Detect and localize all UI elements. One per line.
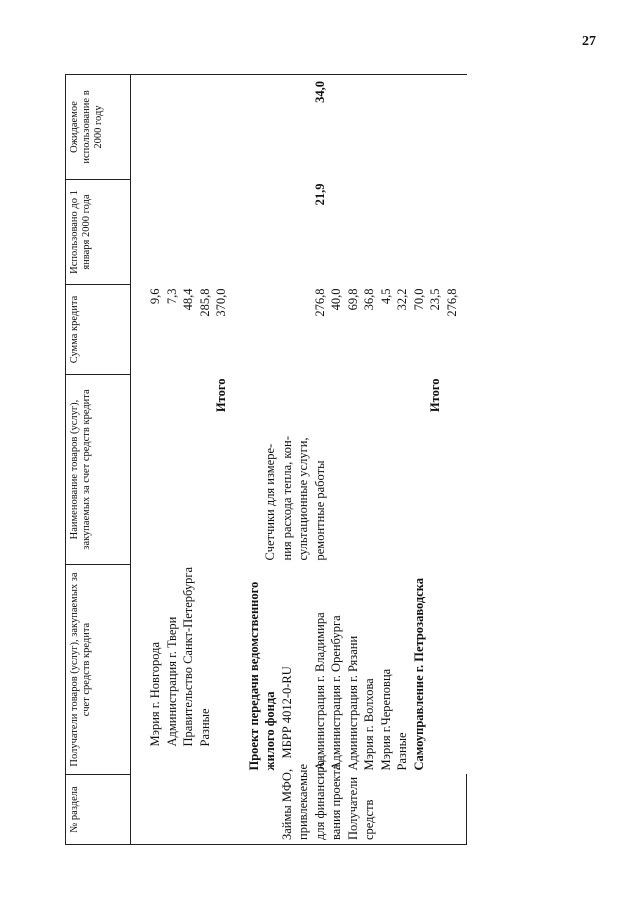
header-goods: Наименование товаров (услуг), закупаемых за счет средств кредита [66, 375, 131, 565]
amount-value: 285,8 [197, 288, 212, 317]
list-item: Мэрия г. Волхова [362, 678, 376, 771]
used-value: 21,9 [312, 183, 327, 206]
section-line: Получатели [345, 776, 360, 840]
block1-total-label: Итого [214, 378, 228, 413]
rotated-table-page [65, 75, 585, 845]
amount-value: 36,8 [362, 288, 376, 311]
project-title: жилого фонда [263, 691, 277, 771]
list-item: Администрация г. Рязани [345, 635, 360, 771]
goods-line: ния расхода тепла, кон- [279, 436, 294, 561]
page-number: 27 [582, 34, 596, 49]
amount-value: 23,5 [428, 288, 442, 311]
amount-value: 4,5 [378, 288, 393, 305]
amount-value: 48,4 [181, 288, 195, 311]
amount-value: 32,2 [395, 288, 409, 311]
list-item: Администрация г. Оренбурга [329, 615, 343, 771]
header-recipients: Получатели товаров (услуг), закупаемых за счет средств кредита [66, 565, 131, 775]
list-item: Администрация г. Владимира [312, 612, 327, 771]
section-line: Займы МФО, [279, 768, 294, 840]
block1-row [147, 75, 230, 845]
goods-line: Счетчики для измере- [263, 443, 277, 561]
amount-value: 9,6 [148, 288, 162, 305]
expected-value: 34,0 [312, 81, 327, 103]
amount-value: 70,0 [411, 288, 426, 311]
amount-value: 69,8 [345, 288, 360, 311]
list-item: Разные [197, 708, 212, 747]
project-title: Проект передачи ведомственного [246, 581, 261, 771]
block2-total-amount: 276,8 [444, 288, 459, 317]
section-line: привлекаемые [296, 764, 310, 840]
goods-line: сультационные услуги, [296, 437, 310, 561]
header-amount: Сумма кредита [66, 285, 131, 375]
credit-table [65, 74, 467, 845]
list-item: Самоуправление г. Петрозаводска [411, 577, 426, 771]
amount-value: 40,0 [329, 288, 343, 311]
block1-total-amount: 370,0 [214, 288, 228, 317]
header-section: № раздела [66, 775, 131, 845]
list-item: Правительство Санкт-Петербурга [181, 566, 195, 747]
section-line: для финансиро- [312, 755, 327, 840]
block2-project-row [246, 75, 461, 845]
amount-value: 7,3 [164, 288, 179, 305]
list-item: Разные [395, 732, 409, 771]
list-item: Мэрия г.Череповца [378, 668, 393, 771]
table-header-row [66, 75, 131, 845]
project-code: МБРР 4012-0-RU [279, 666, 294, 759]
goods-line: ремонтные работы [312, 460, 327, 561]
list-item: Мэрия г. Новгорода [148, 641, 162, 747]
section-line: вания проекта [329, 764, 343, 840]
section-line: средств [362, 799, 376, 840]
block2-total-label: Итого [428, 378, 442, 413]
list-item: Администрация г. Твери [164, 616, 179, 747]
project-amount: 276,8 [312, 288, 327, 317]
header-expected: Ожидаемое использование в 2000 году [66, 75, 131, 180]
header-used: Использовано до 1 января 2000 года [66, 180, 131, 285]
